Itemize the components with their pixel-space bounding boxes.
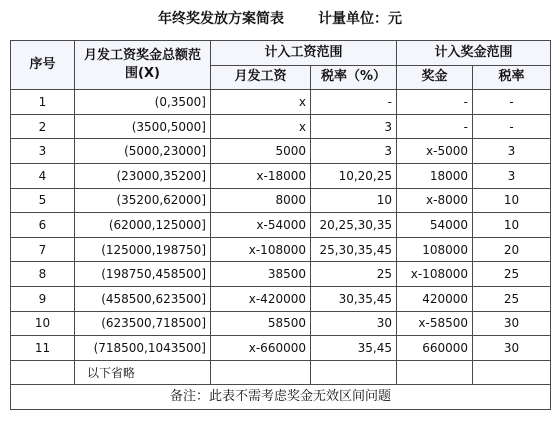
cell-salary-tax-rate: 30,35,45 bbox=[311, 286, 397, 311]
cell-bonus-tax-rate: 10 bbox=[473, 213, 551, 238]
cell-monthly-salary: x-108000 bbox=[211, 237, 311, 262]
cell-range: (5000,23000] bbox=[75, 139, 211, 164]
cell-bonus-tax-rate: - bbox=[473, 90, 551, 115]
more-row-salary-rate bbox=[311, 360, 397, 385]
cell-range: (23000,35200] bbox=[75, 163, 211, 188]
cell-range: (0,3500] bbox=[75, 90, 211, 115]
table-row bbox=[11, 114, 551, 139]
table-note: 备注：此表不需考虑奖金无效区间问题 bbox=[11, 385, 551, 410]
header-bonus-tax-rate: 税率 bbox=[473, 65, 551, 90]
cell-salary-tax-rate: - bbox=[311, 90, 397, 115]
cell-monthly-salary: x-420000 bbox=[211, 286, 311, 311]
header-bonus-group: 计入奖金范围 bbox=[397, 41, 551, 66]
cell-monthly-salary: 38500 bbox=[211, 262, 311, 287]
cell-bonus: x-108000 bbox=[397, 262, 473, 287]
cell-bonus-tax-rate: - bbox=[473, 114, 551, 139]
cell-salary-tax-rate: 3 bbox=[311, 139, 397, 164]
header-salary-group: 计入工资范围 bbox=[211, 41, 397, 66]
cell-bonus-tax-rate: 10 bbox=[473, 188, 551, 213]
more-row-bonus-rate bbox=[473, 360, 551, 385]
cell-seq: 11 bbox=[11, 336, 75, 361]
cell-bonus-tax-rate: 30 bbox=[473, 311, 551, 336]
cell-monthly-salary: x bbox=[211, 90, 311, 115]
cell-range: (62000,125000] bbox=[75, 213, 211, 238]
cell-bonus: 18000 bbox=[397, 163, 473, 188]
cell-bonus: x-58500 bbox=[397, 311, 473, 336]
table-row bbox=[11, 262, 551, 287]
header-monthly-salary: 月发工资 bbox=[211, 65, 311, 90]
cell-bonus: - bbox=[397, 90, 473, 115]
cell-salary-tax-rate: 25,30,35,45 bbox=[311, 237, 397, 262]
table-row bbox=[11, 336, 551, 361]
cell-monthly-salary: 58500 bbox=[211, 311, 311, 336]
cell-bonus-tax-rate: 30 bbox=[473, 336, 551, 361]
cell-range: (3500,5000] bbox=[75, 114, 211, 139]
cell-monthly-salary: x-660000 bbox=[211, 336, 311, 361]
cell-monthly-salary: 5000 bbox=[211, 139, 311, 164]
cell-seq: 8 bbox=[11, 262, 75, 287]
cell-bonus: 420000 bbox=[397, 286, 473, 311]
unit-label: 计量单位：元 bbox=[318, 11, 402, 27]
cell-range: (198750,458500] bbox=[75, 262, 211, 287]
cell-bonus: x-8000 bbox=[397, 188, 473, 213]
cell-range: (623500,718500] bbox=[75, 311, 211, 336]
cell-salary-tax-rate: 10,20,25 bbox=[311, 163, 397, 188]
table-row bbox=[11, 163, 551, 188]
cell-bonus: 54000 bbox=[397, 213, 473, 238]
cell-monthly-salary: 8000 bbox=[211, 188, 311, 213]
cell-range: (458500,623500] bbox=[75, 286, 211, 311]
cell-salary-tax-rate: 10 bbox=[311, 188, 397, 213]
cell-bonus: 660000 bbox=[397, 336, 473, 361]
table-row bbox=[11, 90, 551, 115]
cell-salary-tax-rate: 20,25,30,35 bbox=[311, 213, 397, 238]
cell-salary-tax-rate: 25 bbox=[311, 262, 397, 287]
cell-seq: 9 bbox=[11, 286, 75, 311]
cell-monthly-salary: x-54000 bbox=[211, 213, 311, 238]
title-row bbox=[0, 8, 560, 30]
cell-bonus-tax-rate: 3 bbox=[473, 139, 551, 164]
cell-range: (35200,62000] bbox=[75, 188, 211, 213]
table-row bbox=[11, 237, 551, 262]
cell-seq: 7 bbox=[11, 237, 75, 262]
cell-monthly-salary: x-18000 bbox=[211, 163, 311, 188]
cell-range: (718500,1043500] bbox=[75, 336, 211, 361]
more-text: 以下省略 bbox=[75, 360, 211, 385]
more-row-salary bbox=[211, 360, 311, 385]
cell-salary-tax-rate: 35,45 bbox=[311, 336, 397, 361]
more-row bbox=[11, 360, 551, 385]
table-row bbox=[11, 311, 551, 336]
cell-bonus-tax-rate: 20 bbox=[473, 237, 551, 262]
cell-seq: 5 bbox=[11, 188, 75, 213]
cell-seq: 10 bbox=[11, 311, 75, 336]
cell-seq: 3 bbox=[11, 139, 75, 164]
cell-bonus-tax-rate: 25 bbox=[473, 286, 551, 311]
header-total-range: 月发工资奖金总额范围(X) bbox=[75, 41, 211, 90]
table-row bbox=[11, 188, 551, 213]
cell-salary-tax-rate: 3 bbox=[311, 114, 397, 139]
cell-monthly-salary: x bbox=[211, 114, 311, 139]
cell-bonus-tax-rate: 25 bbox=[473, 262, 551, 287]
cell-bonus: x-5000 bbox=[397, 139, 473, 164]
cell-seq: 4 bbox=[11, 163, 75, 188]
table-row bbox=[11, 213, 551, 238]
note-row bbox=[11, 385, 551, 410]
header-seq: 序号 bbox=[11, 41, 75, 90]
cell-range: (125000,198750] bbox=[75, 237, 211, 262]
header-salary-tax-rate: 税率（%） bbox=[311, 65, 397, 90]
cell-bonus: 108000 bbox=[397, 237, 473, 262]
bonus-plan-table bbox=[10, 40, 551, 410]
cell-bonus-tax-rate: 3 bbox=[473, 163, 551, 188]
table-row bbox=[11, 139, 551, 164]
cell-seq: 2 bbox=[11, 114, 75, 139]
cell-seq: 1 bbox=[11, 90, 75, 115]
cell-bonus: - bbox=[397, 114, 473, 139]
table-title: 年终奖发放方案简表 bbox=[158, 11, 284, 27]
cell-salary-tax-rate: 30 bbox=[311, 311, 397, 336]
cell-seq: 6 bbox=[11, 213, 75, 238]
table-body bbox=[11, 90, 551, 361]
more-row-seq bbox=[11, 360, 75, 385]
header-bonus: 奖金 bbox=[397, 65, 473, 90]
more-row-bonus bbox=[397, 360, 473, 385]
table-row bbox=[11, 286, 551, 311]
